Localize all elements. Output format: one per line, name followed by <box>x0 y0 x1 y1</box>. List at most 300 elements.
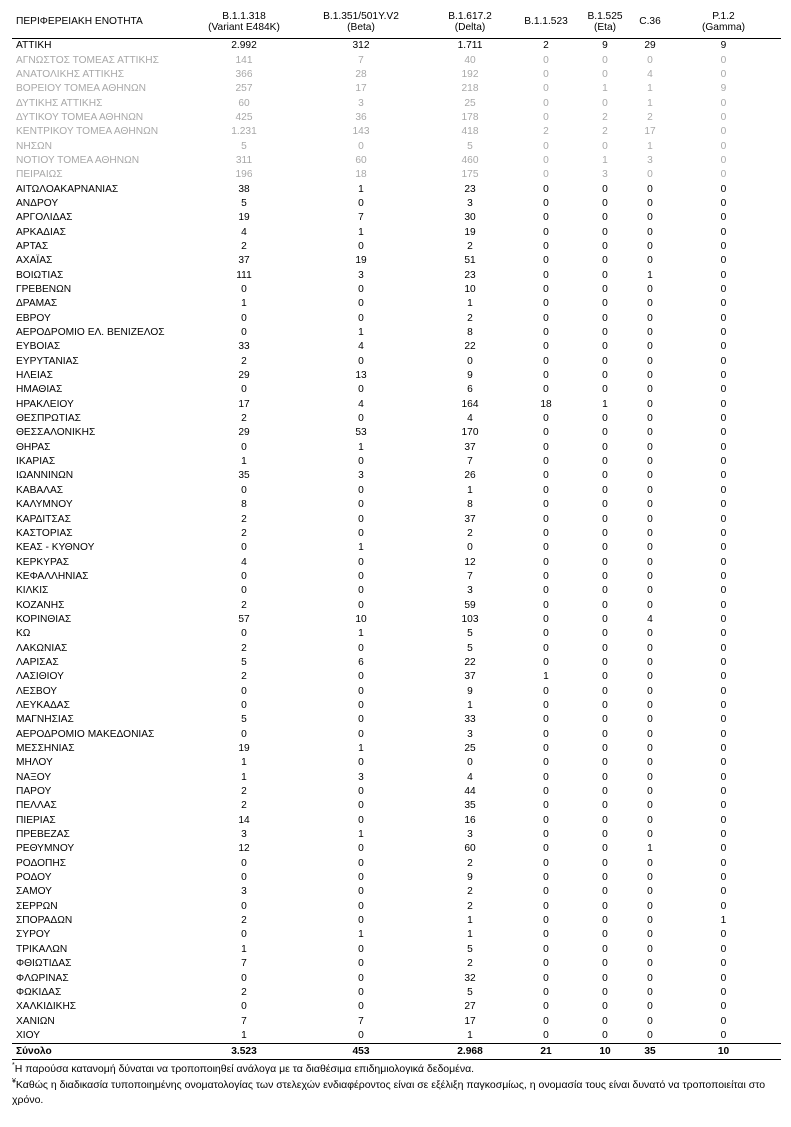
value-cell: 17 <box>355 83 367 95</box>
value-cell: 218 <box>461 83 479 95</box>
table-row <box>12 541 781 555</box>
value-cell: 0 <box>720 1001 727 1013</box>
value-cell: 9 <box>467 370 473 382</box>
value-cell: 0 <box>720 126 727 138</box>
table-row <box>12 728 781 742</box>
value-cell: 0 <box>602 384 608 396</box>
value-cell: 0 <box>647 728 653 740</box>
value-cell: 0 <box>358 1029 364 1041</box>
table-row <box>12 398 781 412</box>
value-cell: 30 <box>464 212 476 224</box>
value-cell: 0 <box>467 355 473 367</box>
value-cell: 460 <box>461 154 479 166</box>
region-name: ΛΕΣΒΟΥ <box>16 685 58 697</box>
region-name: ΚΟΖΑΝΗΣ <box>16 599 65 611</box>
value-cell: 0 <box>543 800 549 812</box>
value-cell: 0 <box>358 284 364 296</box>
value-cell: 0 <box>647 513 653 525</box>
value-cell: 26 <box>464 470 476 482</box>
value-cell: 0 <box>241 484 247 496</box>
value-cell: 19 <box>238 212 250 224</box>
value-cell: 0 <box>358 140 364 152</box>
table-row <box>12 254 781 268</box>
value-cell: 0 <box>647 857 653 869</box>
table-row <box>12 297 781 311</box>
footnote-1-mark: * <box>12 1062 15 1070</box>
value-cell: 0 <box>358 585 364 597</box>
value-cell: 0 <box>720 97 727 109</box>
value-cell: 0 <box>241 284 247 296</box>
value-cell: 0 <box>720 312 727 324</box>
value-cell: 0 <box>358 685 364 697</box>
value-cell: 0 <box>602 556 608 568</box>
value-cell: 0 <box>358 714 364 726</box>
value-cell: 0 <box>647 456 653 468</box>
value-cell: 0 <box>602 456 608 468</box>
value-cell: 0 <box>241 384 247 396</box>
value-cell: 18 <box>355 169 367 181</box>
value-cell: 0 <box>602 685 608 697</box>
value-cell: 5 <box>467 628 473 640</box>
value-cell: 0 <box>602 470 608 482</box>
value-cell: 0 <box>647 312 653 324</box>
value-cell: 0 <box>647 599 653 611</box>
table-row <box>12 82 781 96</box>
value-cell: 59 <box>464 599 476 611</box>
table-row <box>12 1029 781 1044</box>
value-cell: 3 <box>647 154 653 166</box>
region-name: ΛΑΡΙΣΑΣ <box>16 656 59 668</box>
value-cell: 1 <box>543 671 549 683</box>
value-cell: 0 <box>647 656 653 668</box>
table-row <box>12 283 781 297</box>
region-name: ΗΡΑΚΛΕΙΟΥ <box>16 398 74 410</box>
value-cell: 1 <box>647 269 653 281</box>
value-cell: 5 <box>241 197 247 209</box>
value-cell: 0 <box>720 427 727 439</box>
value-cell: 0 <box>241 628 247 640</box>
value-cell: 1 <box>467 699 473 711</box>
value-cell: 0 <box>647 915 653 927</box>
value-cell: 0 <box>720 513 727 525</box>
value-cell: 1 <box>467 1029 473 1041</box>
region-name: ΑΕΡΟΔΡΟΜΙΟ ΜΑΚΕΔΟΝΙΑΣ <box>16 728 155 740</box>
value-cell: 0 <box>720 685 727 697</box>
value-cell: 0 <box>720 355 727 367</box>
value-cell: 0 <box>720 728 727 740</box>
value-cell: 5 <box>241 140 247 152</box>
value-cell: 0 <box>358 800 364 812</box>
value-cell: 2 <box>647 111 653 123</box>
value-cell: 0 <box>602 743 608 755</box>
table-row <box>12 240 781 254</box>
value-cell: 0 <box>720 642 727 654</box>
value-cell: 51 <box>464 255 476 267</box>
value-cell: 0 <box>647 1015 653 1027</box>
value-cell: 0 <box>543 441 549 453</box>
value-cell: 0 <box>720 786 727 798</box>
value-cell: 0 <box>602 958 608 970</box>
value-cell: 0 <box>543 427 549 439</box>
value-cell: 0 <box>602 872 608 884</box>
value-cell: 0 <box>647 929 653 941</box>
table-row <box>12 684 781 698</box>
value-cell: 0 <box>602 484 608 496</box>
value-cell: 3 <box>358 269 364 281</box>
value-cell: 4 <box>358 341 364 353</box>
value-cell: 0 <box>358 814 364 826</box>
table-row <box>12 469 781 483</box>
value-cell: 60 <box>464 843 476 855</box>
value-cell: 0 <box>358 972 364 984</box>
value-cell: 2 <box>241 671 247 683</box>
value-cell: 2 <box>241 527 247 539</box>
region-name: ΦΛΩΡΙΝΑΣ <box>16 972 69 984</box>
value-cell: 23 <box>464 269 476 281</box>
value-cell: 312 <box>352 40 370 52</box>
region-name: ΡΕΘΥΜΝΟΥ <box>16 843 75 855</box>
value-cell: 29 <box>238 370 250 382</box>
value-cell: 22 <box>464 656 476 668</box>
value-cell: 0 <box>358 298 364 310</box>
value-cell: 1 <box>241 757 247 769</box>
value-cell: 0 <box>602 642 608 654</box>
region-name: ΕΒΡΟΥ <box>16 312 51 324</box>
value-cell: 8 <box>241 499 247 511</box>
value-cell: 0 <box>647 972 653 984</box>
header-variant-7: P.1.2 (Gamma) <box>666 6 781 39</box>
value-cell: 0 <box>602 140 608 152</box>
value-cell: 9 <box>467 685 473 697</box>
region-name: ΦΩΚΙΔΑΣ <box>16 986 62 998</box>
value-cell: 0 <box>602 671 608 683</box>
value-cell: 1.711 <box>457 40 483 52</box>
value-cell: 3 <box>358 771 364 783</box>
value-cell: 0 <box>647 197 653 209</box>
value-cell: 0 <box>720 986 727 998</box>
value-cell: 2 <box>241 642 247 654</box>
value-cell: 3 <box>467 585 473 597</box>
value-cell: 2 <box>241 240 247 252</box>
value-cell: 178 <box>461 111 479 123</box>
table-row <box>12 355 781 369</box>
value-cell: 0 <box>602 814 608 826</box>
region-name: ΣΕΡΡΩΝ <box>16 900 58 912</box>
region-name: ΑΝΔΡΟΥ <box>16 197 59 209</box>
header-region: ΠΕΡΙΦΕΡΕΙΑΚΗ ΕΝΟΤΗΤΑ <box>12 6 190 39</box>
value-cell: 5 <box>467 986 473 998</box>
value-cell: 0 <box>543 68 549 80</box>
value-cell: 0 <box>543 628 549 640</box>
value-cell: 0 <box>543 843 549 855</box>
value-cell: 0 <box>358 843 364 855</box>
value-cell: 2 <box>467 958 473 970</box>
value-cell: 0 <box>543 312 549 324</box>
value-cell: 0 <box>647 427 653 439</box>
table-row <box>12 785 781 799</box>
table-row <box>12 197 781 211</box>
value-cell: 0 <box>647 699 653 711</box>
value-cell: 0 <box>720 154 727 166</box>
value-cell: 0 <box>543 97 549 109</box>
footnote-2-mark: ¥ <box>12 1077 16 1085</box>
value-cell: 7 <box>358 1015 364 1027</box>
value-cell: 0 <box>647 1029 653 1041</box>
region-name: ΓΡΕΒΕΝΩΝ <box>16 284 72 296</box>
value-cell: 0 <box>602 972 608 984</box>
value-cell: 0 <box>647 542 653 554</box>
region-name: ΜΗΛΟΥ <box>16 757 53 769</box>
value-cell: 0 <box>241 585 247 597</box>
value-cell: 5 <box>467 642 473 654</box>
value-cell: 1 <box>602 398 608 410</box>
value-cell: 7 <box>358 54 364 66</box>
value-cell: 0 <box>358 886 364 898</box>
value-cell: 1 <box>647 843 653 855</box>
value-cell: 0 <box>720 656 727 668</box>
table-row <box>12 742 781 756</box>
region-name: ΘΗΡΑΣ <box>16 441 51 453</box>
value-cell: 4 <box>358 398 364 410</box>
table-row <box>12 814 781 828</box>
value-cell: 0 <box>241 570 247 582</box>
value-cell: 175 <box>461 169 479 181</box>
table-row <box>12 369 781 383</box>
value-cell: 23 <box>464 183 476 195</box>
value-cell: 0 <box>241 972 247 984</box>
value-cell: 0 <box>241 857 247 869</box>
value-cell: 0 <box>241 728 247 740</box>
value-cell: 10 <box>355 613 367 625</box>
table-row <box>12 340 781 354</box>
value-cell: 0 <box>543 1001 549 1013</box>
value-cell: 0 <box>720 714 727 726</box>
table-row <box>12 699 781 713</box>
value-cell: 1 <box>647 83 653 95</box>
value-cell: 0 <box>543 757 549 769</box>
value-cell: 0 <box>602 542 608 554</box>
value-cell: 4 <box>647 68 653 80</box>
value-cell: 2 <box>241 915 247 927</box>
value-cell: 19 <box>355 255 367 267</box>
value-cell: 4 <box>241 226 247 238</box>
table-row <box>12 857 781 871</box>
value-cell: 0 <box>602 284 608 296</box>
region-name: ΚΑΛΥΜΝΟΥ <box>16 499 73 511</box>
region-name: ΑΕΡΟΔΡΟΜΙΟ ΕΛ. ΒΕΝΙΖΕΛΟΣ <box>16 327 165 339</box>
value-cell: 0 <box>720 814 727 826</box>
footnote-1-text: Η παρούσα κατανομή δύναται να τροποποιηθεί ανάλογα με τα διαθέσιμα επιδημιολογικά δεδομένα. <box>14 1063 475 1076</box>
value-cell: 0 <box>543 269 549 281</box>
value-cell: 0 <box>358 556 364 568</box>
value-cell: 1 <box>241 456 247 468</box>
total-cell: 21 <box>516 1044 576 1060</box>
value-cell: 0 <box>543 728 549 740</box>
region-name: ΠΕΛΛΑΣ <box>16 800 57 812</box>
value-cell: 0 <box>602 699 608 711</box>
value-cell: 0 <box>602 728 608 740</box>
value-cell: 0 <box>543 958 549 970</box>
value-cell: 0 <box>358 671 364 683</box>
value-cell: 0 <box>358 857 364 869</box>
value-cell: 7 <box>467 570 473 582</box>
value-cell: 0 <box>358 699 364 711</box>
table-row <box>12 885 781 899</box>
value-cell: 3 <box>358 470 364 482</box>
value-cell: 27 <box>464 1001 476 1013</box>
header-variant-1: B.1.1.318 (Variant E484K) <box>190 6 298 39</box>
value-cell: 3 <box>467 728 473 740</box>
region-name: ΠΙΕΡΙΑΣ <box>16 814 56 826</box>
value-cell: 0 <box>543 886 549 898</box>
table-row <box>12 441 781 455</box>
table-row <box>12 96 781 110</box>
table-row <box>12 455 781 469</box>
value-cell: 2 <box>543 126 549 138</box>
value-cell: 17 <box>464 1015 476 1027</box>
value-cell: 1 <box>720 915 727 927</box>
value-cell: 0 <box>720 628 727 640</box>
value-cell: 0 <box>602 714 608 726</box>
value-cell: 4 <box>467 413 473 425</box>
value-cell: 0 <box>720 298 727 310</box>
value-cell: 0 <box>602 771 608 783</box>
footnotes <box>12 1062 787 1109</box>
value-cell: 8 <box>467 499 473 511</box>
value-cell: 0 <box>647 470 653 482</box>
value-cell: 1.231 <box>231 126 257 138</box>
table-row <box>12 125 781 139</box>
value-cell: 5 <box>467 943 473 955</box>
total-row <box>12 1044 781 1060</box>
value-cell: 0 <box>602 312 608 324</box>
value-cell: 0 <box>720 384 727 396</box>
value-cell: 57 <box>238 613 250 625</box>
value-cell: 0 <box>602 900 608 912</box>
value-cell: 0 <box>647 585 653 597</box>
table-row <box>12 412 781 426</box>
value-cell: 0 <box>602 226 608 238</box>
value-cell: 0 <box>647 284 653 296</box>
region-name: ΒΟΙΩΤΙΑΣ <box>16 269 64 281</box>
value-cell: 0 <box>543 872 549 884</box>
value-cell: 0 <box>241 542 247 554</box>
value-cell: 0 <box>602 843 608 855</box>
value-cell: 29 <box>644 40 656 52</box>
value-cell: 0 <box>358 943 364 955</box>
value-cell: 29 <box>238 427 250 439</box>
value-cell: 0 <box>543 1015 549 1027</box>
value-cell: 25 <box>464 97 476 109</box>
region-name: ΠΡΕΒΕΖΑΣ <box>16 829 70 841</box>
value-cell: 1 <box>467 484 473 496</box>
table-row <box>12 627 781 641</box>
value-cell: 33 <box>464 714 476 726</box>
value-cell: 0 <box>647 327 653 339</box>
value-cell: 0 <box>720 327 727 339</box>
value-cell: 6 <box>358 656 364 668</box>
value-cell: 0 <box>720 441 727 453</box>
value-cell: 0 <box>602 656 608 668</box>
value-cell: 0 <box>720 240 727 252</box>
table-row <box>12 713 781 727</box>
value-cell: 0 <box>602 1001 608 1013</box>
region-name: ΚΕΦΑΛΛΗΝΙΑΣ <box>16 570 89 582</box>
value-cell: 1 <box>358 829 364 841</box>
value-cell: 0 <box>543 456 549 468</box>
total-label: Σύνολο <box>12 1044 190 1060</box>
value-cell: 1 <box>241 943 247 955</box>
value-cell: 0 <box>543 685 549 697</box>
value-cell: 0 <box>602 269 608 281</box>
value-cell: 311 <box>235 154 253 166</box>
value-cell: 0 <box>720 456 727 468</box>
value-cell: 0 <box>720 269 727 281</box>
value-cell: 17 <box>644 126 656 138</box>
header-variant-2: B.1.351/501Y.V2 (Beta) <box>298 6 424 39</box>
value-cell: 32 <box>464 972 476 984</box>
value-cell: 9 <box>720 40 727 52</box>
value-cell: 1 <box>647 140 653 152</box>
value-cell: 0 <box>720 599 727 611</box>
value-cell: 0 <box>602 570 608 582</box>
value-cell: 0 <box>543 384 549 396</box>
value-cell: 0 <box>720 1015 727 1027</box>
value-cell: 0 <box>543 298 549 310</box>
value-cell: 1 <box>241 771 247 783</box>
value-cell: 0 <box>602 613 608 625</box>
value-cell: 0 <box>543 656 549 668</box>
value-cell: 0 <box>358 355 364 367</box>
value-cell: 4 <box>241 556 247 568</box>
region-name: ΧΑΝΙΩΝ <box>16 1015 55 1027</box>
value-cell: 0 <box>720 958 727 970</box>
value-cell: 0 <box>543 83 549 95</box>
value-cell: 0 <box>543 570 549 582</box>
value-cell: 0 <box>602 97 608 109</box>
value-cell: 0 <box>602 441 608 453</box>
value-cell: 0 <box>720 470 727 482</box>
value-cell: 0 <box>358 312 364 324</box>
value-cell: 0 <box>602 986 608 998</box>
footnote-1 <box>12 1062 787 1078</box>
table-row <box>12 39 781 54</box>
total-cell: 2.968 <box>424 1044 516 1060</box>
value-cell: 44 <box>464 786 476 798</box>
value-cell: 0 <box>647 54 653 66</box>
region-name: ΛΑΣΙΘΙΟΥ <box>16 671 64 683</box>
value-cell: 0 <box>720 111 727 123</box>
value-cell: 0 <box>602 212 608 224</box>
value-cell: 0 <box>543 585 549 597</box>
value-cell: 0 <box>602 298 608 310</box>
region-name: ΑΧΑΪΑΣ <box>16 255 53 267</box>
region-name: ΔΥΤΙΚΟΥ ΤΟΜΕΑ ΑΘΗΝΩΝ <box>16 111 144 123</box>
value-cell: 22 <box>464 341 476 353</box>
table-row <box>12 383 781 397</box>
value-cell: 0 <box>602 943 608 955</box>
region-name: ΝΗΣΩΝ <box>16 140 52 152</box>
value-cell: 0 <box>543 226 549 238</box>
value-cell: 0 <box>720 671 727 683</box>
value-cell: 0 <box>358 484 364 496</box>
region-name: ΚΑΡΔΙΤΣΑΣ <box>16 513 71 525</box>
value-cell: 0 <box>720 68 727 80</box>
value-cell: 0 <box>720 484 727 496</box>
value-cell: 0 <box>647 527 653 539</box>
table-row <box>12 584 781 598</box>
table-row <box>12 1014 781 1028</box>
